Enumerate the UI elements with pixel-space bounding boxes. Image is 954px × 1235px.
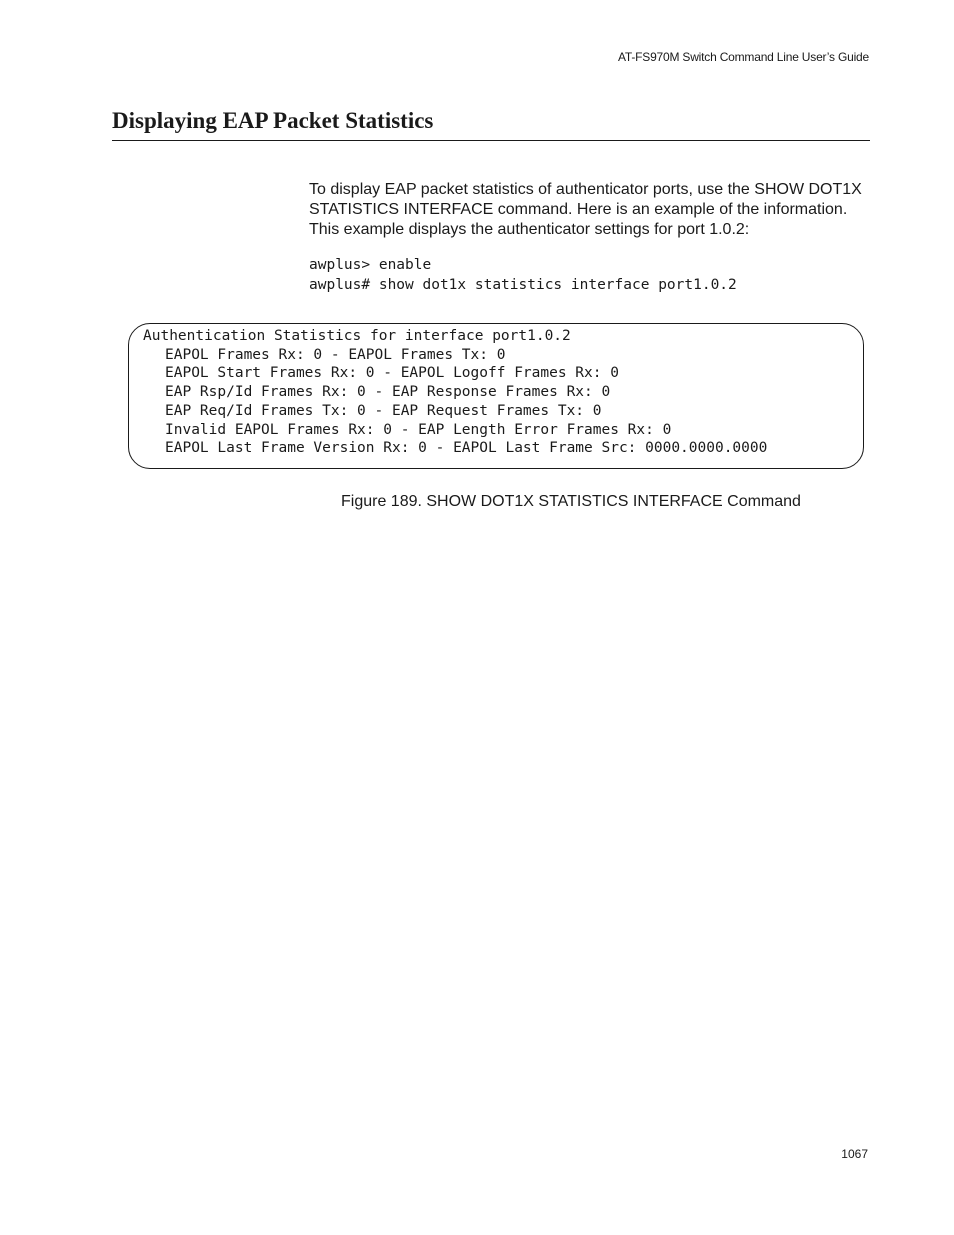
command-line: awplus> enable <box>309 257 432 273</box>
output-heading: Authentication Statistics for interface port1.0.2 <box>143 328 571 344</box>
intro-paragraph: To display EAP packet statistics of authenticator ports, use the SHOW DOT1X STATISTICS INTERFACE command. Here is an example of the information. This example displays the authenticator settings for port 1.0.2: <box>309 181 862 238</box>
title-divider <box>112 140 870 141</box>
command-line: awplus# show dot1x statistics interface port1.0.2 <box>309 276 737 293</box>
output-line: Invalid EAPOL Frames Rx: 0 - EAP Length Error Frames Rx: 0 <box>165 421 672 438</box>
command-example <box>309 256 737 295</box>
running-header: AT-FS970M Switch Command Line User’s Guide <box>617 50 869 64</box>
output-line: EAP Rsp/Id Frames Rx: 0 - EAP Response Frames Rx: 0 <box>165 384 611 401</box>
output-line: EAPOL Start Frames Rx: 0 - EAPOL Logoff Frames Rx: 0 <box>165 365 619 382</box>
output-line: EAP Req/Id Frames Tx: 0 - EAP Request Frames Tx: 0 <box>165 402 602 419</box>
page-number: 1067 <box>841 1147 868 1161</box>
section-title: Displaying EAP Packet Statistics <box>112 108 434 133</box>
figure-caption: Figure 189. SHOW DOT1X STATISTICS INTERFACE Command <box>341 493 801 510</box>
output-line: EAPOL Last Frame Version Rx: 0 - EAPOL Last Frame Src: 0000.0000.0000 <box>165 440 768 457</box>
output-line: EAPOL Frames Rx: 0 - EAPOL Frames Tx: 0 <box>165 346 506 363</box>
statistics-output <box>143 327 767 458</box>
